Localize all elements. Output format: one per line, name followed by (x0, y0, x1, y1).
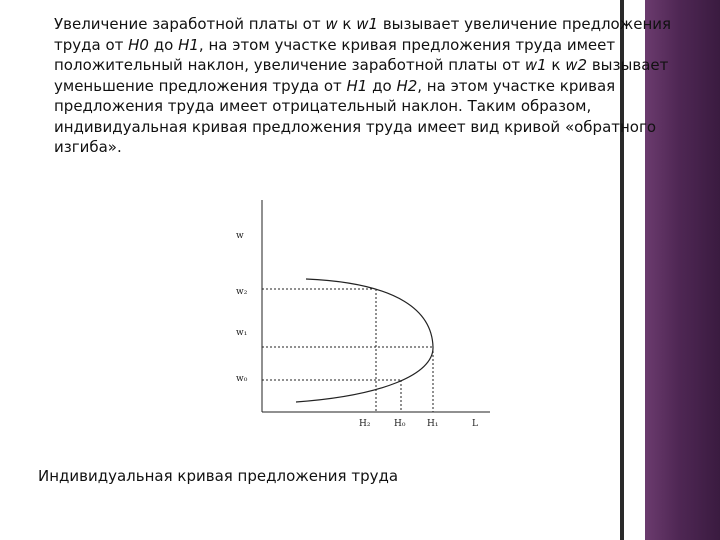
figure-caption: Индивидуальная кривая предложения труда (38, 467, 399, 485)
explanation-paragraph: Увеличение заработной платы от w к w1 вызывает увеличение предложения труда от H0 до H1, на этом участке кривая предложения труда имеет положительный наклон, увеличение заработной платы от w1 к w2 вызывает уменьшение предложения труда от H1 до H2, на этом участке кривая предложения труда имеет отрицательный наклон. Таким образом, индивидуальная кривая предложения труда имеет вид кривой «обратного изгиба». (54, 15, 672, 156)
y-axis-label: w (236, 231, 244, 241)
h0-label: H₀ (394, 419, 406, 429)
x-axis-label: L (472, 419, 478, 429)
supply-curve (296, 279, 433, 402)
h1-label: H₁ (427, 419, 439, 429)
w2-label: w₂ (236, 287, 248, 297)
w0-label: w₀ (236, 374, 248, 384)
w1-label: w₁ (236, 328, 248, 338)
h2-label: H₂ (359, 419, 371, 429)
